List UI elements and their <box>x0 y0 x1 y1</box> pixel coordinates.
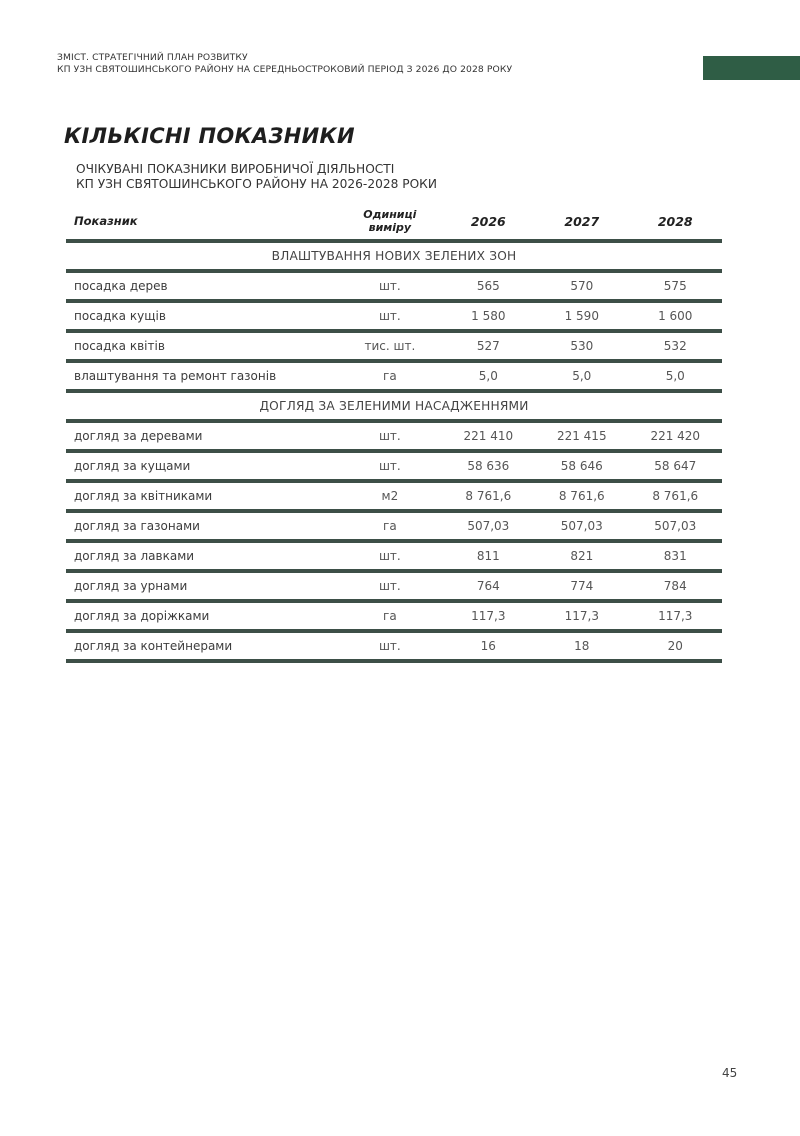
header-accent-bar <box>703 56 800 80</box>
unit-cell: шт. <box>338 421 441 451</box>
value-2027-cell: 18 <box>535 631 628 661</box>
indicator-cell: догляд за газонами <box>66 511 338 541</box>
value-2027-cell: 530 <box>535 331 628 361</box>
value-2026-cell: 565 <box>442 271 535 301</box>
table-row <box>66 271 722 301</box>
value-2028-cell: 507,03 <box>629 511 723 541</box>
indicator-cell: догляд за кущами <box>66 451 338 481</box>
section-title: ДОГЛЯД ЗА ЗЕЛЕНИМИ НАСАДЖЕННЯМИ <box>66 391 722 421</box>
table-row <box>66 301 722 331</box>
unit-cell: тис. шт. <box>338 331 441 361</box>
value-2028-cell: 532 <box>629 331 723 361</box>
indicator-cell: влаштування та ремонт газонів <box>66 361 338 391</box>
unit-cell: м2 <box>338 481 441 511</box>
value-2026-cell: 16 <box>442 631 535 661</box>
table-row <box>66 631 722 661</box>
running-header <box>57 52 512 76</box>
section-header-row <box>66 391 722 421</box>
value-2028-cell: 784 <box>629 571 723 601</box>
unit-cell: шт. <box>338 451 441 481</box>
unit-cell: га <box>338 511 441 541</box>
value-2026-cell: 764 <box>442 571 535 601</box>
indicator-cell: догляд за квітниками <box>66 481 338 511</box>
column-header-2027: 2027 <box>564 213 600 229</box>
value-2026-cell: 811 <box>442 541 535 571</box>
table-row <box>66 481 722 511</box>
value-2027-cell: 774 <box>535 571 628 601</box>
running-header-line-2: КП УЗН СВЯТОШИНСЬКОГО РАЙОНУ НА СЕРЕДНЬОСТРОКОВИЙ ПЕРІОД З 2026 ДО 2028 РОКУ <box>57 64 513 75</box>
section-header-row <box>66 241 722 271</box>
value-2027-cell: 5,0 <box>535 361 628 391</box>
indicator-cell: догляд за урнами <box>66 571 338 601</box>
value-2027-cell: 8 761,6 <box>535 481 628 511</box>
table-row <box>66 541 722 571</box>
column-header-unit <box>338 203 441 241</box>
indicator-cell: догляд за контейнерами <box>66 631 338 661</box>
column-header-unit-line-1: Одиниці <box>363 208 417 221</box>
value-2028-cell: 5,0 <box>629 361 723 391</box>
unit-cell: шт. <box>338 271 441 301</box>
unit-cell: га <box>338 601 441 631</box>
column-header-unit-line-2: виміру <box>368 221 412 234</box>
value-2027-cell: 1 590 <box>535 301 628 331</box>
value-2028-cell: 117,3 <box>629 601 723 631</box>
table-caption-line-2: КП УЗН СВЯТОШИНСЬКОГО РАЙОНУ НА 2026-2028 РОКИ <box>76 177 437 191</box>
value-2026-cell: 527 <box>442 331 535 361</box>
value-2028-cell: 221 420 <box>629 421 723 451</box>
indicator-cell: догляд за доріжками <box>66 601 338 631</box>
indicator-cell: посадка квітів <box>66 331 338 361</box>
indicator-cell: посадка кущів <box>66 301 338 331</box>
value-2026-cell: 58 636 <box>442 451 535 481</box>
value-2028-cell: 575 <box>629 271 723 301</box>
value-2026-cell: 1 580 <box>442 301 535 331</box>
column-header-2028: 2028 <box>657 213 693 229</box>
indicators-table <box>66 203 722 663</box>
value-2028-cell: 8 761,6 <box>629 481 723 511</box>
value-2027-cell: 570 <box>535 271 628 301</box>
value-2026-cell: 117,3 <box>442 601 535 631</box>
value-2027-cell: 58 646 <box>535 451 628 481</box>
value-2028-cell: 1 600 <box>629 301 723 331</box>
value-2028-cell: 20 <box>629 631 723 661</box>
value-2027-cell: 221 415 <box>535 421 628 451</box>
unit-cell: га <box>338 361 441 391</box>
value-2026-cell: 221 410 <box>442 421 535 451</box>
unit-cell: шт. <box>338 301 441 331</box>
table-row <box>66 451 722 481</box>
value-2028-cell: 58 647 <box>629 451 723 481</box>
indicator-cell: догляд за деревами <box>66 421 338 451</box>
column-header-2026: 2026 <box>470 213 506 229</box>
value-2027-cell: 821 <box>535 541 628 571</box>
value-2026-cell: 507,03 <box>442 511 535 541</box>
table-body <box>66 241 722 661</box>
table-header-row <box>66 203 722 241</box>
table-row <box>66 421 722 451</box>
value-2026-cell: 8 761,6 <box>442 481 535 511</box>
table-row <box>66 511 722 541</box>
table-row <box>66 601 722 631</box>
unit-cell: шт. <box>338 541 441 571</box>
unit-cell: шт. <box>338 571 441 601</box>
value-2027-cell: 117,3 <box>535 601 628 631</box>
value-2028-cell: 831 <box>629 541 723 571</box>
table-row <box>66 331 722 361</box>
table-row <box>66 571 722 601</box>
indicator-cell: посадка дерев <box>66 271 338 301</box>
unit-cell: шт. <box>338 631 441 661</box>
table-row <box>66 361 722 391</box>
running-header-line-1: ЗМІСТ. СТРАТЕГІЧНИЙ ПЛАН РОЗВИТКУ <box>57 52 248 63</box>
table-caption-line-1: ОЧІКУВАНІ ПОКАЗНИКИ ВИРОБНИЧОЇ ДІЯЛЬНОСТІ <box>76 162 395 176</box>
value-2026-cell: 5,0 <box>442 361 535 391</box>
page-number: 45 <box>722 1066 738 1080</box>
section-title: ВЛАШТУВАННЯ НОВИХ ЗЕЛЕНИХ ЗОН <box>66 241 722 271</box>
value-2027-cell: 507,03 <box>535 511 628 541</box>
column-header-indicator: Показник <box>74 214 138 228</box>
table-caption <box>76 162 437 192</box>
page-title: КІЛЬКІСНІ ПОКАЗНИКИ <box>64 124 355 148</box>
indicator-cell: догляд за лавками <box>66 541 338 571</box>
